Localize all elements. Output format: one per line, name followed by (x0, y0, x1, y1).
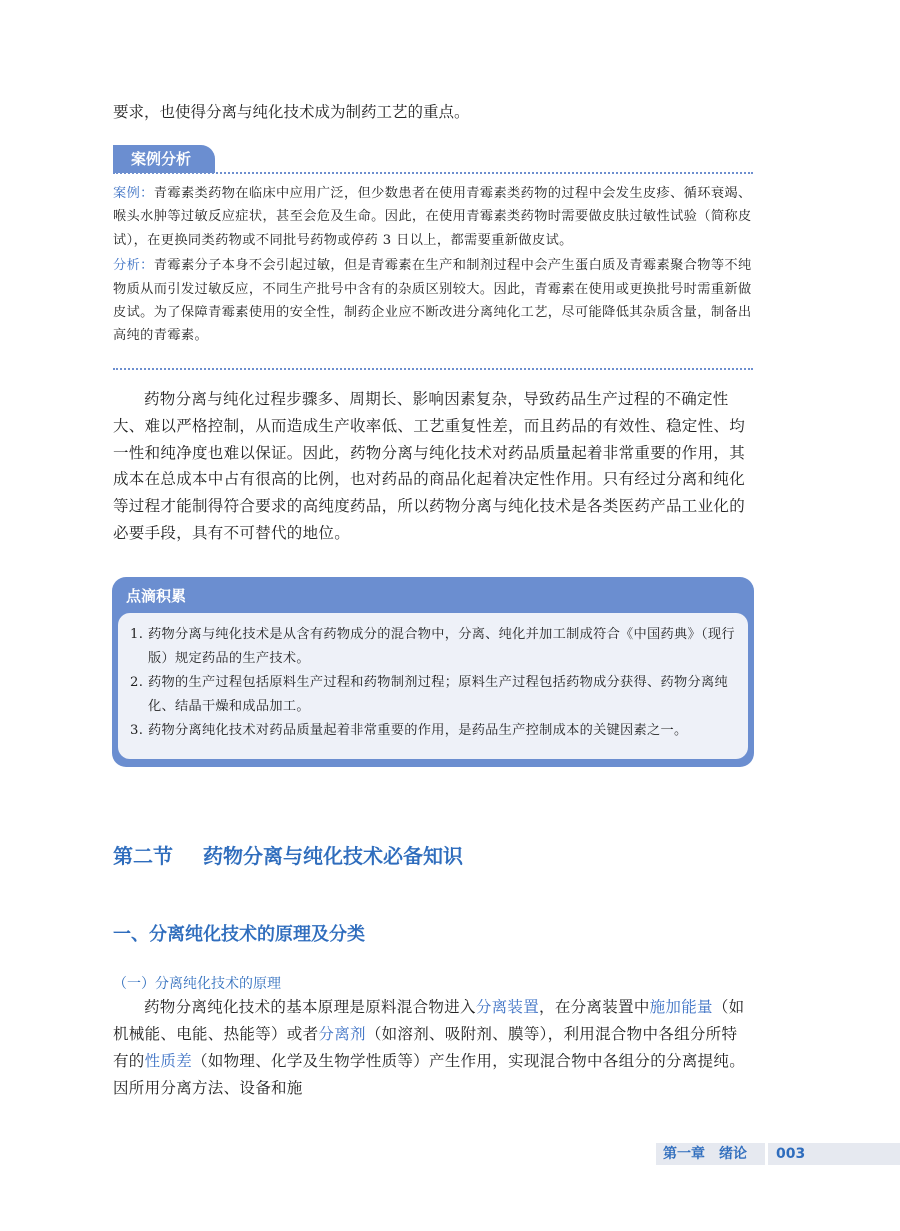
tips-box (112, 577, 754, 767)
subsubsection-heading: （一）分离纯化技术的原理 (113, 976, 281, 992)
term-applied-energy: 施加能量 (649, 998, 713, 1016)
principle-text: 药物分离纯化技术的基本原理是原料混合物进入 (144, 998, 476, 1016)
case-label: 案例： (113, 186, 154, 201)
case-analysis-body (113, 182, 753, 350)
tips-title: 点滴积累 (126, 587, 187, 605)
tips-item-text: 药物的生产过程包括原料生产过程和药物制剂过程；原料生产过程包括药物成分获得、药物分离纯化、结晶干燥和成品加工。 (148, 675, 728, 714)
analysis-paragraph (113, 254, 753, 348)
term-property-difference: 性质差 (144, 1052, 193, 1070)
tips-item (130, 623, 736, 671)
case-bottom-divider (113, 368, 753, 370)
term-separating-agent: 分离剂 (318, 1025, 366, 1043)
tips-item-text: 药物分离纯化技术对药品质量起着非常重要的作用，是药品生产控制成本的关键因素之一。 (148, 723, 688, 738)
principle-text: ，在分离装置中 (539, 998, 650, 1016)
tips-item-number: 2. (130, 675, 144, 690)
tips-item (130, 671, 736, 719)
term-separation-device: 分离装置 (475, 998, 540, 1016)
case-text: 青霉素类药物在临床中应用广泛，但少数患者在使用青霉素类药物的过程中会发生皮疹、循环衰竭、喉头水肿等过敏反应症状，甚至会危及生命。因此，在使用青霉素类药物时需要做皮肤过敏性试验（简称皮试），在更换同类药物或不同批号药物或停药 3 日以上，都需要重新做皮试。 (113, 186, 752, 248)
tips-item (130, 719, 736, 743)
case-analysis-header: 案例分析 (113, 145, 215, 173)
section-heading: 药物分离与纯化技术必备知识 (203, 844, 463, 868)
analysis-text: 青霉素分子本身不会引起过敏，但是青霉素在生产和制剂过程中会产生蛋白质及青霉素聚合物等不纯物质从而引发过敏反应，不同生产批号中含有的杂质区别较大。因此，青霉素在使用或更换批号时需重新做皮试。为了保障青霉素使用的安全性，制药企业应不断改进分离纯化工艺，尽可能降低其杂质含量，制备出高纯的青霉素。 (113, 258, 752, 344)
case-paragraph (113, 182, 753, 252)
intro-text: 要求，也使得分离与纯化技术成为制药工艺的重点。 (113, 103, 470, 121)
main-paragraph: 药物分离与纯化过程步骤多、周期长、影响因素复杂，导致药品生产过程的不确定性大、难以严格控制，从而造成生产收率低、工艺重复性差，而且药品的有效性、稳定性、均一性和纯净度也难以保证。因此，药物分离与纯化技术对药品质量起着非常重要的作用，其成本在总成本中占有很高的比例，也对药品的商品化起着决定性作用。只有经过分离和纯化等过程才能制得符合要求的高纯度药品，所以药物分离与纯化技术是各类医药产品工业化的必要手段，具有不可替代的地位。 (113, 390, 746, 542)
principle-text: （如物理、化学及生物学性质等）产生作用，实现混合物中各组分的分离提纯。因所用分离方法、设备和施 (113, 1052, 746, 1097)
tips-item-number: 3. (130, 723, 144, 738)
tips-item-number: 1. (130, 627, 144, 642)
subsection-heading: 一、分离纯化技术的原理及分类 (113, 924, 365, 945)
page-number: 003 (776, 1146, 806, 1162)
analysis-label: 分析： (113, 258, 154, 274)
footer-divider (765, 1143, 768, 1165)
section-title (113, 840, 463, 869)
principle-text: （如溶剂、吸附剂、膜等），利用混合物中各组分所特有的 (113, 1025, 738, 1070)
case-top-divider (113, 172, 753, 174)
section-number: 第二节 (113, 844, 173, 868)
principle-text: （如机械能、电能、热能等）或者 (113, 998, 745, 1043)
tips-list (118, 613, 748, 759)
principle-paragraph (113, 994, 753, 1102)
tips-item-text: 药物分离与纯化技术是从含有药物成分的混合物中，分离、纯化并加工制成符合《中国药典》（现行版）规定药品的生产技术。 (148, 627, 735, 666)
footer-chapter: 第一章 绪论 (663, 1146, 747, 1162)
